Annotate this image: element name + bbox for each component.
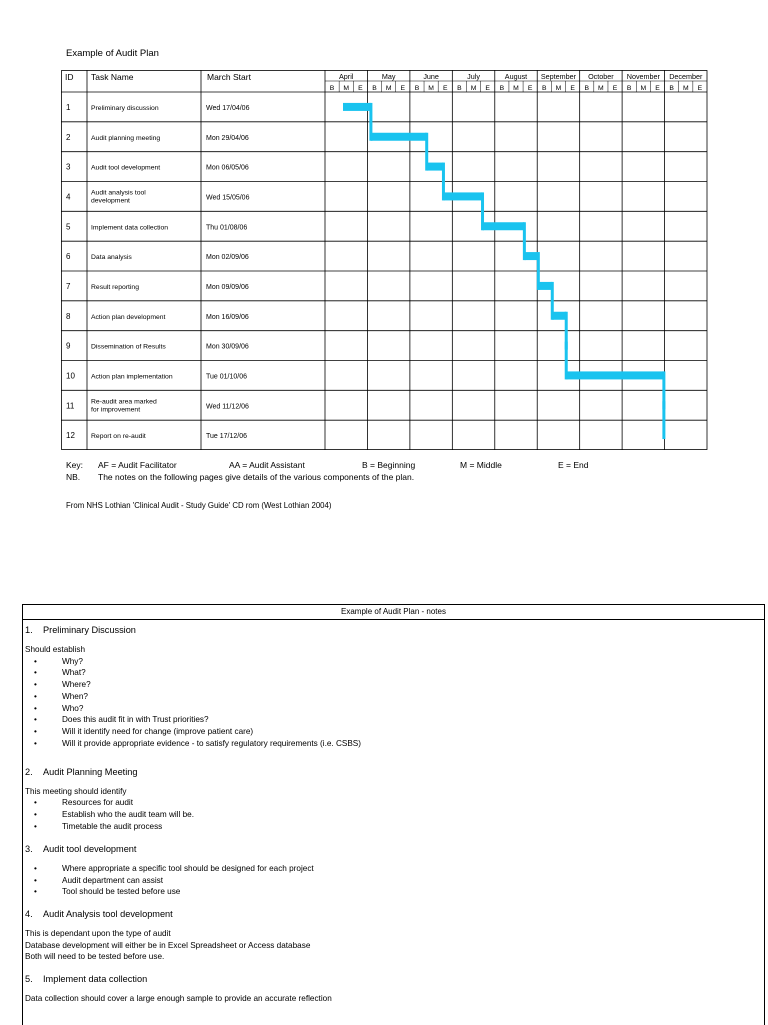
- task-id: 5: [66, 222, 71, 232]
- bullet-item: • Does this audit fit in with Trust priorities?: [25, 714, 764, 726]
- task-name: Audit tool development: [91, 164, 161, 172]
- section-spacer: [25, 1004, 764, 1010]
- section-text: This meeting should identify: [25, 786, 127, 796]
- bullet-item: • Tool should be tested before use: [25, 886, 764, 898]
- task-id: 8: [66, 311, 71, 321]
- header-id: ID: [65, 72, 74, 82]
- subcolumn-label: E: [697, 85, 703, 92]
- month-label: November: [626, 72, 660, 81]
- header-task: Task Name: [91, 72, 134, 82]
- subcolumn-label: B: [372, 85, 377, 92]
- subcolumn-label: E: [358, 85, 363, 92]
- gantt-bar: [552, 312, 566, 320]
- gantt-border: [62, 71, 708, 450]
- plan-title: Example of Audit Plan: [66, 48, 159, 59]
- section-title: Audit tool development: [43, 843, 137, 854]
- subcolumn-label: E: [570, 85, 575, 92]
- task-id: 7: [66, 281, 71, 291]
- task-start: Thu 01/08/06: [206, 224, 248, 232]
- subcolumn-label: E: [655, 85, 660, 92]
- task-id: 2: [66, 132, 71, 142]
- bullet-item: • Establish who the audit team will be.: [25, 809, 764, 821]
- subcolumn-label: B: [542, 85, 547, 92]
- bullet-item: • Audit department can assist: [25, 875, 764, 887]
- gantt-bar: [443, 192, 482, 200]
- month-label: June: [423, 72, 439, 81]
- gantt-bar: [371, 133, 427, 141]
- bullet-item: • Why?: [25, 656, 764, 668]
- subcolumn-label: M: [385, 85, 392, 92]
- bullet-item: • What?: [25, 667, 764, 679]
- task-name: Result reporting: [91, 283, 139, 291]
- subcolumn-label: M: [513, 85, 519, 92]
- gantt-connector: [662, 401, 665, 439]
- task-name: Action plan development: [91, 313, 166, 321]
- section-spacer: [25, 750, 764, 762]
- task-id: 10: [66, 371, 75, 381]
- section-text: Database development will either be in Excel Spreadsheet or Access database: [25, 940, 311, 950]
- bullet-item: • When?: [25, 691, 764, 703]
- task-start: Mon 29/04/06: [206, 134, 249, 142]
- subcolumn-label: M: [470, 85, 477, 92]
- subcolumn-label: M: [640, 85, 647, 92]
- subcolumn-label: B: [414, 85, 420, 92]
- section-title: Implement data collection: [43, 973, 148, 984]
- subcolumn-label: M: [682, 85, 689, 92]
- subcolumn-label: M: [428, 85, 434, 92]
- subcolumn-label: E: [442, 85, 448, 92]
- task-name: Action plan implementation: [91, 373, 173, 381]
- source-citation: From NHS Lothian 'Clinical Audit - Study Guide' CD rom (West Lothian 2004): [66, 501, 332, 510]
- task-id: 3: [66, 162, 71, 172]
- notes-section: [25, 904, 764, 969]
- task-start: Mon 02/09/06: [206, 254, 249, 262]
- subcolumn-label: B: [626, 85, 632, 92]
- gantt-bar: [566, 371, 664, 379]
- section-heading: [25, 762, 764, 786]
- subcolumn-label: M: [598, 85, 604, 92]
- task-name: Report on re-audit: [91, 433, 146, 441]
- month-label: September: [540, 72, 577, 81]
- header-start: March Start: [207, 72, 251, 82]
- task-id: 4: [66, 192, 71, 202]
- task-name: Audit planning meeting: [91, 134, 161, 142]
- subcolumn-label: M: [555, 85, 562, 92]
- key-item: B = Beginning: [362, 460, 416, 470]
- notes-box: [22, 604, 765, 1025]
- section-title: Audit Planning Meeting: [43, 766, 138, 777]
- month-label: August: [504, 72, 528, 81]
- bullet-item: • Resources for audit: [25, 797, 764, 809]
- key-item: AF = Audit Facilitator: [98, 460, 177, 470]
- notes-body: [23, 620, 764, 1010]
- month-label: October: [588, 72, 614, 81]
- task-start: Mon 16/09/06: [206, 313, 249, 321]
- task-id: 9: [66, 341, 71, 351]
- task-id: 6: [66, 252, 71, 262]
- section-number: 3.: [25, 843, 33, 854]
- section-text: This is dependant upon the type of audit: [25, 929, 171, 939]
- key-item: E = End: [558, 460, 589, 470]
- task-name: for improvement: [91, 406, 141, 414]
- month-label: May: [381, 72, 396, 81]
- task-start: Wed 17/04/06: [206, 104, 250, 112]
- bullet-item: • Timetable the audit process: [25, 821, 764, 833]
- section-title: Preliminary Discussion: [43, 625, 136, 635]
- gantt-bar: [427, 163, 444, 171]
- notes-section: [25, 620, 764, 762]
- gantt-bar: [343, 103, 371, 111]
- subcolumn-label: B: [584, 85, 590, 92]
- bullet-item: • Where appropriate a specific tool should be designed for each project: [25, 863, 764, 875]
- key-item: AA = Audit Assistant: [229, 460, 305, 470]
- month-label: April: [339, 72, 354, 81]
- subcolumn-label: M: [343, 85, 350, 92]
- section-text: Data collection should cover a large enough sample to provide an accurate reflection: [25, 993, 332, 1003]
- task-name: Audit analysis tool: [91, 189, 146, 197]
- notes-title: Example of Audit Plan - notes: [23, 605, 764, 620]
- task-name: development: [91, 197, 130, 205]
- bullet-item: • Will it provide appropriate evidence - to satisfy regulatory requirements (i.e. CSBS): [25, 738, 764, 750]
- subcolumn-label: E: [485, 85, 490, 92]
- task-name: Preliminary discussion: [91, 104, 159, 112]
- bullet-item: • Who?: [25, 703, 764, 715]
- section-number: 1.: [25, 625, 33, 635]
- gantt-bar: [538, 282, 552, 290]
- gantt-bar: [483, 222, 525, 230]
- task-start: Tue 17/12/06: [206, 433, 247, 441]
- task-name: Data analysis: [91, 254, 132, 262]
- bullet-list: [25, 797, 764, 832]
- section-number: 5.: [25, 973, 33, 984]
- task-name: Implement data collection: [91, 224, 169, 232]
- subcolumn-label: B: [329, 85, 335, 92]
- subcolumn-label: E: [400, 85, 406, 92]
- subcolumn-label: B: [499, 85, 505, 92]
- gantt-chart: [61, 70, 708, 450]
- section-number: 2.: [25, 766, 33, 777]
- nb-text: The notes on the following pages give details of the various components of the plan.: [98, 472, 415, 482]
- subcolumn-label: B: [669, 85, 674, 92]
- month-label: July: [467, 72, 480, 81]
- task-id: 1: [66, 102, 71, 112]
- section-title: Audit Analysis tool development: [43, 909, 173, 920]
- task-start: Mon 06/05/06: [206, 164, 249, 172]
- task-name: Re-audit area marked: [91, 398, 157, 406]
- bullet-list: [25, 863, 764, 898]
- bullet-list: [25, 656, 764, 750]
- key-item: M = Middle: [460, 460, 502, 470]
- subcolumn-label: E: [612, 85, 618, 92]
- nb-label: NB.: [66, 472, 81, 482]
- task-start: Mon 09/09/06: [206, 283, 249, 291]
- key-label: Key:: [66, 460, 84, 470]
- section-heading: [25, 620, 764, 644]
- task-id: 11: [66, 401, 75, 411]
- task-start: Tue 01/10/06: [206, 373, 247, 381]
- task-start: Mon 30/09/06: [206, 343, 249, 351]
- month-label: December: [669, 72, 703, 81]
- notes-section: [25, 839, 764, 904]
- section-heading: [25, 839, 764, 863]
- bullet-item: • Will it identify need for change (improve patient care): [25, 726, 764, 738]
- section-text: Both will need to be tested before use.: [25, 952, 165, 962]
- section-text: Should establish: [25, 645, 86, 654]
- notes-section: [25, 969, 764, 1011]
- section-number: 4.: [25, 909, 33, 920]
- section-heading: [25, 904, 764, 928]
- task-id: 12: [66, 431, 75, 441]
- task-start: Wed 11/12/06: [206, 403, 249, 411]
- task-name: Dissemination of Results: [91, 343, 166, 351]
- bullet-item: • Where?: [25, 679, 764, 691]
- task-start: Wed 15/05/06: [206, 194, 250, 202]
- notes-section: [25, 762, 764, 839]
- gantt-bar: [524, 252, 538, 260]
- subcolumn-label: B: [457, 85, 462, 92]
- section-heading: [25, 969, 764, 993]
- subcolumn-label: E: [527, 85, 533, 92]
